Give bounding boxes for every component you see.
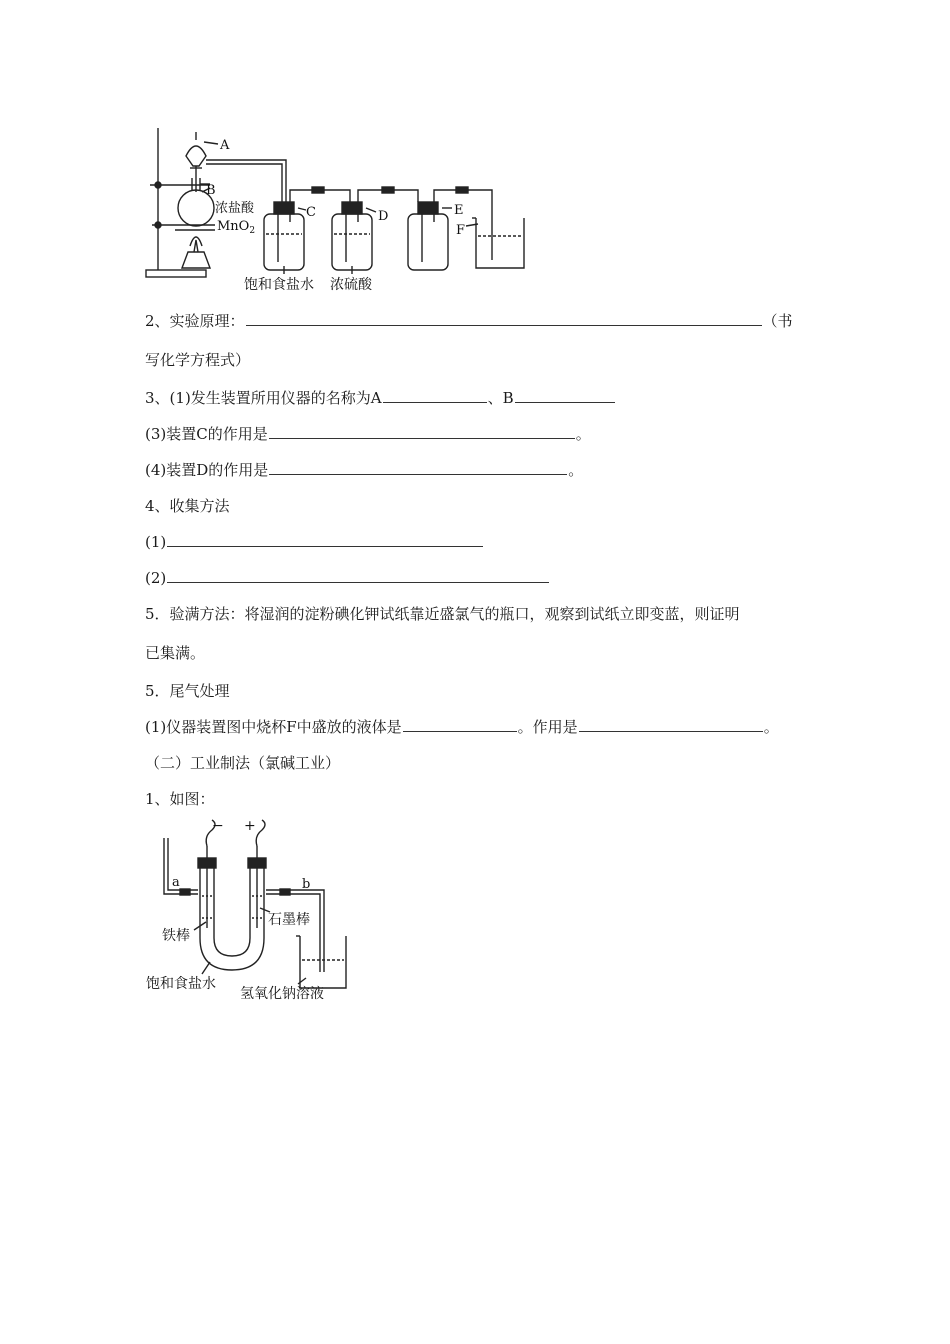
tail-gas-heading: 5．尾气处理 — [145, 682, 230, 700]
principle-label: 2、实验原理： — [145, 312, 245, 330]
tail-role-blank[interactable] — [579, 717, 763, 732]
chlor-alkali-figure — [140, 818, 360, 1008]
device-d-blank[interactable] — [269, 460, 567, 475]
principle-suffix: （书 — [762, 312, 793, 330]
electrolysis-diagram — [140, 818, 360, 1008]
collect-2-line — [145, 568, 550, 588]
apparatus-name-label: 3、(1)发生装置所用仪器的名称为A — [145, 389, 382, 407]
tail-role-label: 。作用是 — [517, 718, 578, 736]
label-C: C — [306, 205, 316, 220]
lab-apparatus-diagram — [140, 120, 540, 300]
label-brine: 饱和食盐水 — [244, 277, 314, 293]
blank-a[interactable] — [383, 388, 487, 403]
period: 。 — [568, 461, 584, 479]
label-brine: 饱和食盐水 — [146, 976, 216, 992]
device-d-label: (4)装置D的作用是 — [145, 461, 269, 479]
collect-heading: 4、收集方法 — [145, 497, 230, 515]
full-check-line-2: 已集满。 — [145, 644, 206, 662]
label-F: F — [456, 223, 466, 238]
collect-1-line — [145, 532, 484, 552]
industry-heading: （二）工业制法（氯碱工业） — [145, 754, 341, 772]
device-c-blank[interactable] — [269, 424, 575, 439]
principle-note-line: 写化学方程式） — [145, 351, 251, 369]
full-check-line: 5．验满方法：将湿润的淀粉碘化钾试纸靠近盛氯气的瓶口，观察到试纸立即变蓝，则证明 — [145, 605, 740, 623]
label-conc-h2so4: 浓硫酸 — [330, 277, 372, 293]
collect-1-label: (1) — [145, 533, 167, 551]
label-a: a — [172, 875, 180, 890]
label-A: A — [220, 138, 230, 153]
label-iron-rod: 铁棒 — [162, 928, 190, 944]
label-b: b — [302, 877, 311, 892]
device-d-line — [145, 460, 583, 480]
label-D: D — [378, 209, 389, 224]
label-E: E — [454, 203, 464, 218]
apparatus-b-label: 、B — [487, 389, 514, 407]
collect-2-blank[interactable] — [167, 568, 549, 583]
label-hcl: 浓盐酸 — [215, 201, 255, 216]
principle-line — [145, 311, 793, 331]
label-B: B — [206, 183, 216, 198]
collect-2-label: (2) — [145, 569, 167, 587]
chlorine-lab-apparatus-figure — [140, 120, 540, 300]
period: 。 — [575, 425, 591, 443]
tail-gas-line — [145, 717, 779, 737]
device-c-line — [145, 424, 591, 444]
figure-intro: 1、如图： — [145, 790, 215, 808]
collect-1-blank[interactable] — [167, 532, 483, 547]
plus-sign: + — [244, 818, 256, 834]
apparatus-name-line — [145, 388, 616, 408]
tail-liquid-blank[interactable] — [403, 717, 517, 732]
label-naoh-solution: 氢氧化钠溶液 — [240, 986, 324, 1002]
label-mno2: MnO$_2$ — [217, 219, 256, 236]
tail-liquid-label: (1)仪器装置图中烧杯F中盛放的液体是 — [145, 718, 402, 736]
device-c-label: (3)装置C的作用是 — [145, 425, 268, 443]
minus-sign: − — [212, 818, 224, 834]
principle-blank[interactable] — [246, 311, 762, 326]
blank-b[interactable] — [515, 388, 615, 403]
label-graphite-rod: 石墨棒 — [268, 912, 310, 928]
period: 。 — [763, 718, 779, 736]
